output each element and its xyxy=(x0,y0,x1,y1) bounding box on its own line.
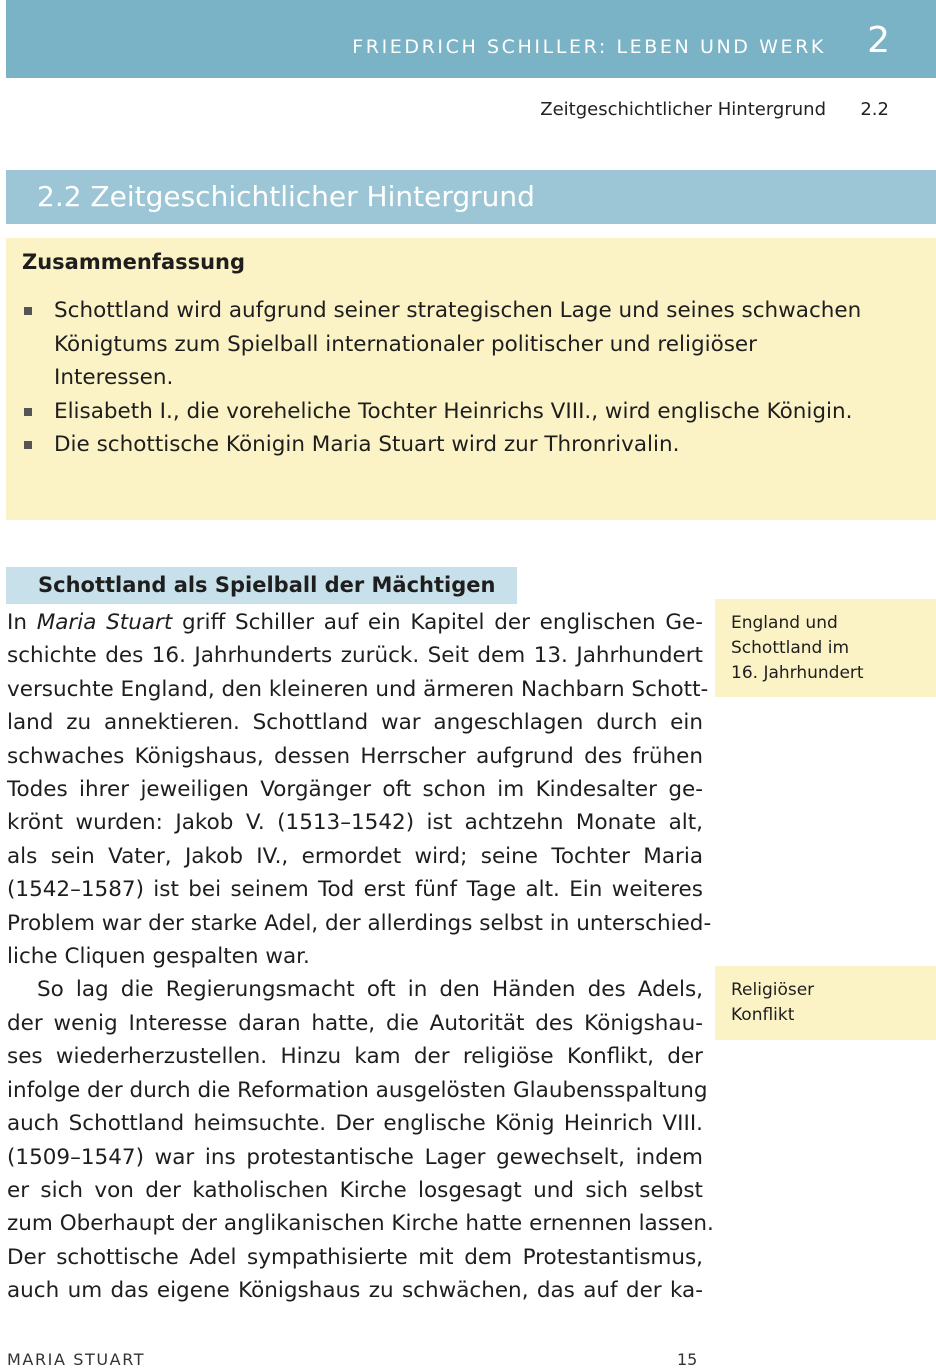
text-span: griff Schiller auf ein Kapitel der englischen Ge- xyxy=(172,610,703,635)
text-line: So lag die Regierungsmacht oft in den Händen des Adels, xyxy=(37,977,703,1003)
text-line: schwaches Königshaus, dessen Herrscher aufgrund des frühen xyxy=(7,743,703,769)
square-bullet-icon xyxy=(24,408,32,416)
page-number: 15 xyxy=(677,1350,698,1369)
chapter-header-bar xyxy=(6,0,936,78)
subsection-title-bar xyxy=(6,567,517,604)
summary-item-text: Elisabeth I., die voreheliche Tochter Heinrichs VIII., wird englische Königin. xyxy=(54,398,853,424)
paragraph-2 xyxy=(7,973,714,1307)
text-line: liche Cliquen gespalten war. xyxy=(7,944,310,970)
text-line: (1509–1547) war ins protestantische Lager gewechselt, indem xyxy=(7,1144,703,1170)
margin-note-line: Konflikt xyxy=(731,1005,795,1025)
margin-note-line: Religiöser xyxy=(731,980,815,1000)
text-line: zum Oberhaupt der anglikanischen Kirche hatte ernennen lassen. xyxy=(7,1211,714,1237)
text-line: infolge der durch die Reformation ausgelösten Glaubensspaltung xyxy=(7,1077,708,1103)
text-line: Todes ihrer jeweiligen Vorgänger oft schon im Kindesalter ge- xyxy=(7,777,703,803)
text-line: der wenig Interesse daran hatte, die Autorität des Königshau- xyxy=(7,1010,703,1036)
summary-box xyxy=(6,238,936,520)
section-title-bar xyxy=(6,170,936,224)
text-line: auch Schottland heimsuchte. Der englische König Heinrich VIII. xyxy=(7,1111,703,1137)
margin-note-line: Schottland im xyxy=(731,638,850,658)
text-line: Der schottische Adel sympathisierte mit dem Protestantismus, xyxy=(7,1244,703,1270)
margin-note xyxy=(715,966,936,1040)
paragraph-1 xyxy=(7,606,712,973)
text-line: land zu annektieren. Schottland war angeschlagen durch ein xyxy=(7,710,703,736)
text-span: In xyxy=(7,610,37,635)
footer-book-title: MARIA STUART xyxy=(7,1350,146,1369)
summary-item xyxy=(6,395,936,429)
text-line xyxy=(7,606,703,639)
text-line: er sich von der katholischen Kirche losgesagt und sich selbst xyxy=(7,1177,703,1203)
summary-item-text: Die schottische Königin Maria Stuart wird zur Thronrivalin. xyxy=(54,432,680,457)
summary-heading: Zusammenfassung xyxy=(22,250,246,274)
text-line: (1542–1587) ist bei seinem Tod erst fünf Tage alt. Ein weiteres xyxy=(7,877,703,903)
text-line: schichte des 16. Jahrhunderts zurück. Seit dem 13. Jahrhundert xyxy=(7,643,703,669)
text-line: krönt wurden: Jakob V. (1513–1542) ist achtzehn Monate alt, xyxy=(7,810,703,836)
square-bullet-icon xyxy=(24,307,32,315)
chapter-title: FRIEDRICH SCHILLER: LEBEN UND WERK xyxy=(352,36,826,58)
work-title: Maria Stuart xyxy=(36,610,173,635)
text-line: versuchte England, den kleineren und ärmeren Nachbarn Schott- xyxy=(7,676,709,702)
chapter-number: 2 xyxy=(867,20,890,61)
margin-note-line: 16. Jahrhundert xyxy=(731,663,864,683)
text-line: als sein Vater, Jakob IV., ermordet wird; seine Tochter Maria xyxy=(7,843,703,869)
text-line: auch um das eigene Königshaus zu schwächen, das auf der ka- xyxy=(7,1278,703,1304)
summary-item-text: Schottland wird aufgrund seiner strategischen Lage und seines schwachen Königtums zum Spielball internationaler politischer und religiöser Interessen. xyxy=(54,298,862,390)
text-line: Problem war der starke Adel, der allerdings selbst in unterschied- xyxy=(7,910,712,936)
margin-note-line: England und xyxy=(731,613,838,633)
body-text xyxy=(7,606,714,1308)
section-title: 2.2 Zeitgeschichtlicher Hintergrund xyxy=(37,180,535,213)
subsection-title: Schottland als Spielball der Mächtigen xyxy=(38,573,496,597)
summary-item xyxy=(6,428,936,462)
margin-note xyxy=(715,599,936,697)
running-head: Zeitgeschichtlicher Hintergrund xyxy=(540,99,826,120)
summary-list xyxy=(6,294,936,462)
summary-item xyxy=(6,294,936,395)
running-head-number: 2.2 xyxy=(860,99,889,120)
square-bullet-icon xyxy=(24,441,32,449)
text-line: ses wiederherzustellen. Hinzu kam der religiöse Konflikt, der xyxy=(7,1044,703,1070)
